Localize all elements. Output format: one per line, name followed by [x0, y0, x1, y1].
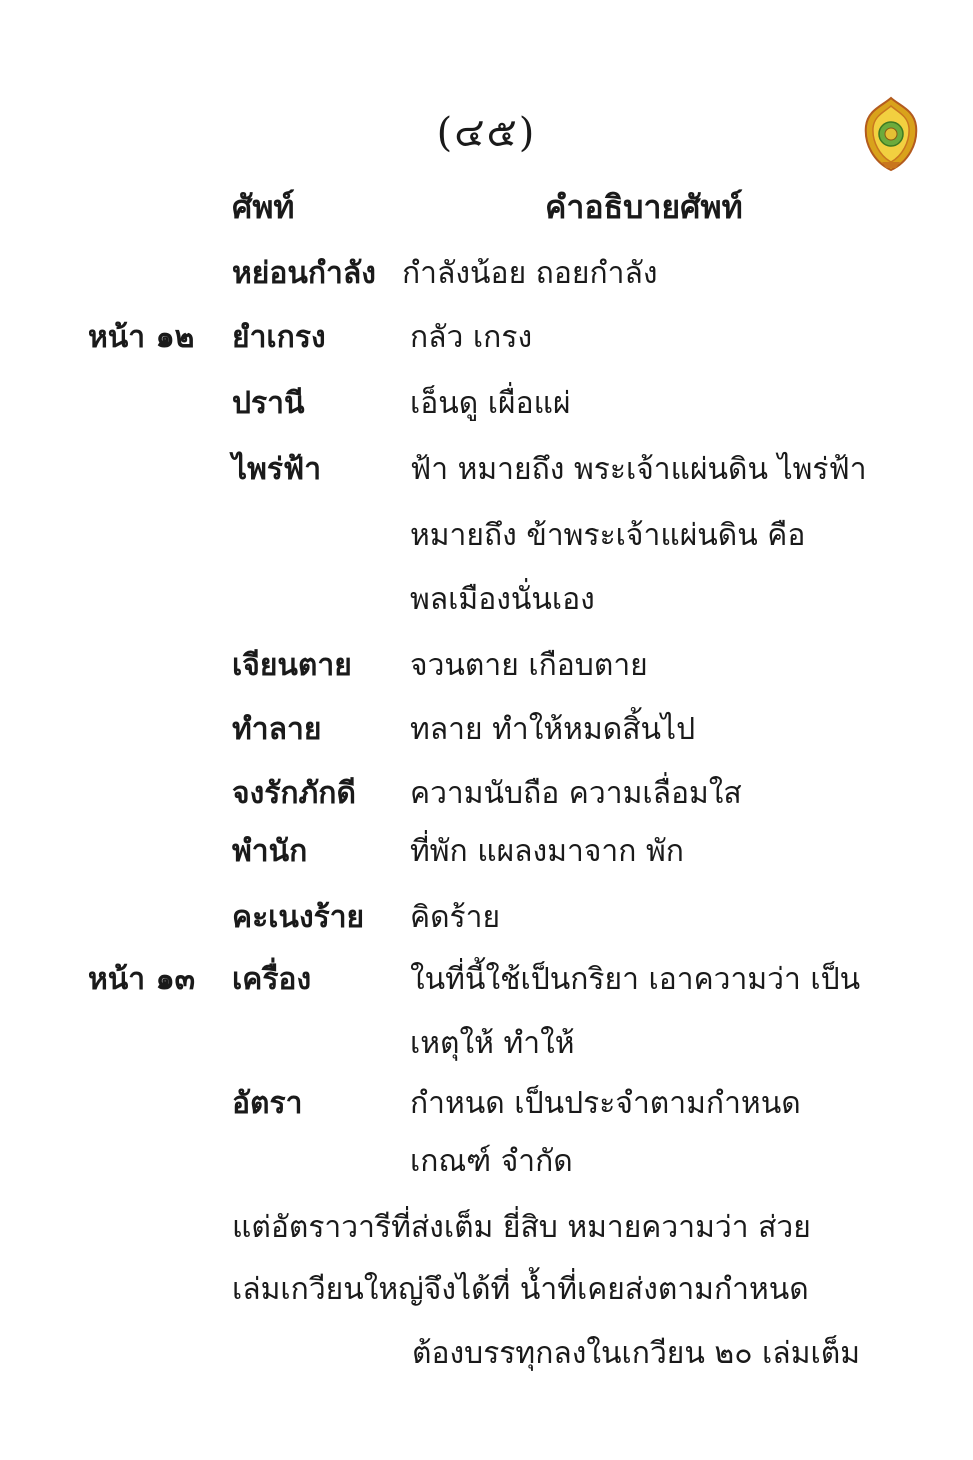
- glossary-row: [0, 824, 973, 870]
- glossary-definition: เกณฑ์ จำกัด: [410, 1144, 573, 1179]
- glossary-definition: ฟ้า หมายถึง พระเจ้าแผ่นดิน ไพร่ฟ้า: [410, 452, 867, 487]
- glossary-row: [0, 1016, 973, 1062]
- glossary-definition: ในที่นี้ใช้เป็นกริยา เอาความว่า เป็น: [410, 962, 861, 997]
- glossary-term: เครื่อง: [232, 962, 312, 997]
- glossary-row: [0, 638, 973, 684]
- glossary-row: [0, 376, 973, 422]
- page-reference: หน้า ๑๒: [88, 320, 195, 355]
- glossary-term: คะเนงร้าย: [232, 900, 365, 935]
- glossary-definition: จวนตาย เกือบตาย: [410, 648, 648, 683]
- glossary-term: จงรักภักดี: [232, 776, 356, 811]
- glossary-definition: เหตุให้ ทำให้: [410, 1026, 575, 1061]
- glossary-row: [0, 508, 973, 554]
- glossary-row: [0, 310, 973, 356]
- glossary-row: [0, 246, 973, 292]
- paragraph-line: แต่อัตราวารีที่ส่งเต็ม ยี่สิบ หมายความว่า ส่วย: [232, 1210, 811, 1245]
- glossary-term: พำนัก: [232, 834, 308, 869]
- glossary-term: เจียนตาย: [232, 648, 352, 683]
- glossary-definition: พลเมืองนั่นเอง: [410, 582, 595, 617]
- page-reference: หน้า ๑๓: [88, 962, 196, 997]
- glossary-definition: ทลาย ทำให้หมดสิ้นไป: [410, 712, 696, 747]
- glossary-term: หย่อนกำลัง: [232, 256, 376, 291]
- glossary-term: ไพร่ฟ้า: [232, 452, 322, 487]
- glossary-row: [0, 766, 973, 812]
- glossary-row: [0, 890, 973, 936]
- glossary-term: ยำเกรง: [232, 320, 326, 355]
- glossary-definition: คิดร้าย: [410, 900, 501, 935]
- glossary-term: ทำลาย: [232, 712, 322, 747]
- definition-column-header: คำอธิบายศัพท์: [545, 188, 743, 226]
- paragraph-line: เล่มเกวียนใหญ่จึงได้ที่ น้ำที่เคยส่งตามกำหนด: [232, 1272, 809, 1307]
- glossary-row: [0, 442, 973, 488]
- school-emblem-icon: [862, 96, 920, 172]
- glossary-definition: ที่พัก แผลงมาจาก พัก: [410, 834, 684, 869]
- glossary-definition: กำลังน้อย ถอยกำลัง: [402, 256, 658, 291]
- paragraph-line: ต้องบรรทุกลงในเกวียน ๒๐ เล่มเต็ม: [412, 1336, 860, 1371]
- glossary-term: อัตรา: [232, 1086, 303, 1121]
- glossary-row: [0, 572, 973, 618]
- glossary-definition: กลัว เกรง: [410, 320, 533, 355]
- glossary-definition: กำหนด เป็นประจำตามกำหนด: [410, 1086, 801, 1121]
- glossary-term: ปรานี: [232, 386, 305, 421]
- glossary-row: [0, 1076, 973, 1122]
- glossary-definition: เอ็นดู เผื่อแผ่: [410, 386, 571, 421]
- glossary-row: [0, 1134, 973, 1180]
- glossary-row: [0, 702, 973, 748]
- glossary-definition: ความนับถือ ความเลื่อมใส: [410, 776, 742, 811]
- page-number: (๔๕): [436, 110, 537, 156]
- glossary-row: [0, 952, 973, 998]
- glossary-definition: หมายถึง ข้าพระเจ้าแผ่นดิน คือ: [410, 518, 806, 553]
- term-column-header: ศัพท์: [232, 188, 295, 226]
